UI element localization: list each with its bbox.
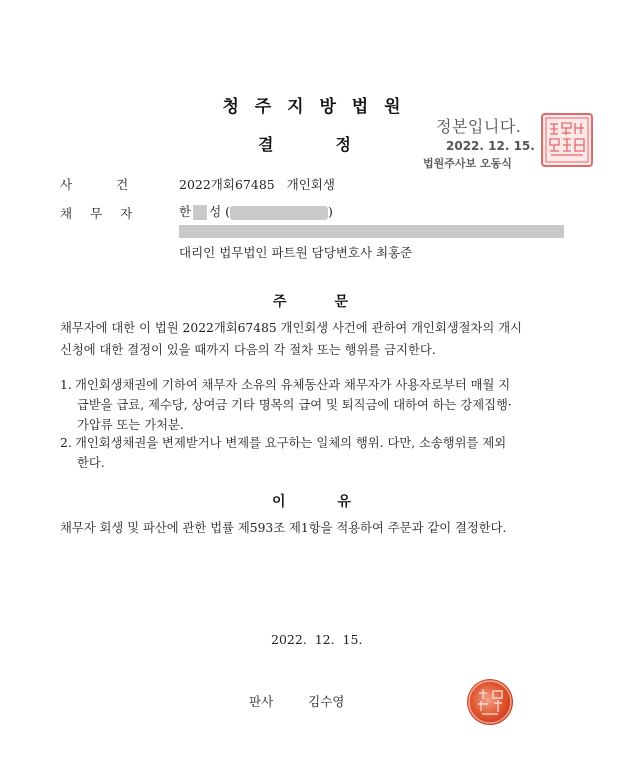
order-item-2-number: 2. <box>60 436 72 450</box>
order-item-1-line-3: 가압류 또는 가처분. <box>77 418 184 432</box>
case-label-char-1: 사 <box>60 177 73 192</box>
certification-official: 법원주사보 오동식 <box>423 157 512 170</box>
case-label-char-2: 건 <box>116 177 129 192</box>
debtor-name <box>179 202 333 220</box>
order-heading <box>273 291 348 311</box>
order-item-2-line-1: 개인회생채권을 변제받거나 변제를 요구하는 일체의 행위. 다만, 소송행위를 제외 <box>75 436 507 450</box>
judge-seal <box>467 679 513 725</box>
court-seal-icon <box>543 115 591 165</box>
reason-heading-char-2: 유 <box>337 494 352 510</box>
document-title-char-1: 결 <box>258 135 274 154</box>
redacted-id <box>230 206 328 220</box>
debtor-close-paren: ) <box>328 204 333 219</box>
certification-date: 2022. 12. 15. <box>446 139 535 153</box>
order-item-1-number: 1. <box>60 378 72 392</box>
debtor-label-char-3: 자 <box>120 206 133 221</box>
case-number: 2022개회67485 개인회생 <box>179 177 335 192</box>
decision-date: 2022. 12. 15. <box>271 632 363 647</box>
reason-heading-char-1: 이 <box>272 494 286 510</box>
court-name: 청 주 지 방 법 원 <box>222 97 403 117</box>
order-item-2-line-2: 한다. <box>77 456 105 470</box>
order-item-1 <box>60 375 580 435</box>
judge-title: 판사 <box>249 694 274 709</box>
order-item-1-line-2: 급받을 급료, 제수당, 상여금 기타 명목의 급여 및 퇴직금에 대하여 하는 강제집행· <box>77 398 512 412</box>
document-title <box>258 132 351 155</box>
debtor-label-char-1: 채 <box>60 206 73 221</box>
reason-heading <box>272 491 351 511</box>
debtor-name-suffix: 성 ( <box>209 204 231 219</box>
judge-name: 김수영 <box>308 694 345 709</box>
case-label <box>60 175 128 193</box>
order-heading-char-1: 주 <box>273 294 287 310</box>
debtor-name-prefix: 한 <box>179 204 192 219</box>
document-title-char-2: 정 <box>335 135 351 154</box>
redacted-address <box>179 225 564 238</box>
order-paragraph-line-2: 신청에 대한 결정이 있을 때까지 다음의 각 절차 또는 행위를 금지한다. <box>60 343 436 357</box>
order-paragraph <box>60 317 580 361</box>
court-seal-stamp <box>541 113 593 167</box>
judge-seal-icon <box>467 679 513 725</box>
debtor-agent: 대리인 법무법인 파트원 담당변호사 최홍준 <box>179 245 413 260</box>
reason-text: 채무자 회생 및 파산에 관한 법률 제593조 제1항을 적용하여 주문과 같이 결정한다. <box>60 521 507 535</box>
debtor-label <box>60 204 132 222</box>
certification-text: 정본입니다. <box>436 117 522 136</box>
judge-signature-line <box>249 692 344 710</box>
order-paragraph-line-1: 채무자에 대한 이 법원 2022개회67485 개인회생 사건에 관하여 개인회생절차의 개시 <box>60 321 522 335</box>
debtor-label-char-2: 무 <box>90 206 103 221</box>
order-item-1-line-1: 개인회생채권에 기하여 채무자 소유의 유체동산과 채무자가 사용자로부터 매월 지 <box>75 378 511 392</box>
order-item-2 <box>60 433 580 473</box>
redacted-name-part <box>193 205 207 220</box>
order-heading-char-2: 문 <box>334 294 349 310</box>
